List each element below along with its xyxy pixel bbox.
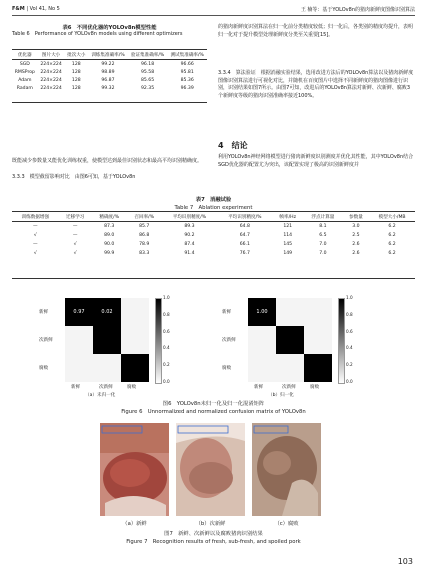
column-header: 批次大小 <box>64 51 88 60</box>
journal-header: F&M | Vol 41, No 5 <box>12 6 60 12</box>
column-header: 精确度/% <box>92 212 127 222</box>
column-header: 图片大小 <box>38 51 65 60</box>
cm-b-colorbar <box>338 298 345 384</box>
table6-row <box>12 76 207 84</box>
table-cell: 85.36 <box>180 77 194 83</box>
table-cell: 8.1 <box>319 224 327 229</box>
table-cell: 96.66 <box>180 61 194 67</box>
table7-row <box>12 249 415 258</box>
table7-row <box>12 240 415 249</box>
table6-rule-bottom <box>12 102 207 103</box>
table-cell: 66.1 <box>239 242 250 247</box>
cm-b-colorbar-tick: 0.2 <box>346 362 353 368</box>
table-cell: 2.6 <box>352 242 360 247</box>
table-cell: 87.3 <box>104 224 115 229</box>
cm-b-row-label: 新鲜 <box>222 310 232 315</box>
left-paragraph: 既能减少参数量又能优化训练权重，使模型达到最佳识别状态和最高平均识别精确度。 <box>12 158 203 164</box>
table-cell: √ <box>73 242 77 247</box>
table-cell: 89.3 <box>184 224 195 229</box>
table-cell: — <box>33 242 38 247</box>
table6-title-en: Table 6 Performance of YOLOv8n models using different optimizers <box>12 31 183 37</box>
figure7-caption-en: Figure 7 Recognition results of fresh, sub-fresh, and spoiled pork <box>126 539 301 545</box>
page-number: 103 <box>397 557 413 566</box>
cm-b-col-label: 次新鲜 <box>282 385 296 390</box>
cm-b-cell <box>304 298 332 326</box>
cm-a-row-label: 次新鲜 <box>39 338 53 343</box>
cm-a-cell <box>65 326 93 354</box>
table-cell: 76.7 <box>239 251 250 256</box>
table-cell: 6.2 <box>388 251 396 256</box>
table-cell: 224×224 <box>40 69 62 75</box>
table6-header-row <box>12 51 207 60</box>
table7-row <box>12 222 415 232</box>
table-cell: 90.0 <box>104 242 115 247</box>
cm-b-cell: 1.00 <box>248 298 276 326</box>
table-cell: 83.3 <box>139 251 150 256</box>
fig7-label-c: （c）腐败 <box>274 521 299 527</box>
table-cell: 96.87 <box>101 77 115 83</box>
column-header: 训练数据增强 <box>12 212 59 222</box>
table7-header-row <box>12 212 415 222</box>
table-cell: 99.22 <box>101 61 115 67</box>
table-cell: — <box>33 224 38 229</box>
table6 <box>12 51 207 92</box>
table-cell: Adam <box>18 77 32 83</box>
cm-a-cell <box>93 326 121 354</box>
left-paragraph-2: 3.3.3 模型截留影响对比 由图6可知，基于YOLOv8n <box>12 174 136 180</box>
table7-row <box>12 231 415 240</box>
column-header: 召回率/% <box>127 212 162 222</box>
table6-title-cn: 表6 不同优化器的YOLOv8n模型性能 <box>62 25 157 31</box>
cm-a-cell <box>65 354 93 382</box>
table-cell: 128 <box>71 85 81 91</box>
column-header: 优化器 <box>12 51 38 60</box>
cm-a-colorbar-tick: 1.0 <box>163 295 170 300</box>
table-cell: 149 <box>283 251 293 256</box>
table-cell: 78.9 <box>139 242 150 247</box>
cm-a-cell: 0.02 <box>93 298 121 326</box>
table-cell: 224×224 <box>40 85 62 91</box>
cm-b-cell <box>276 354 304 382</box>
cm-a-colorbar-tick: 0.0 <box>163 379 170 384</box>
cm-b-colorbar-tick: 1.0 <box>346 295 353 300</box>
cm-a-row-label: 新鲜 <box>39 310 49 315</box>
table-cell: 96.18 <box>140 61 155 67</box>
column-header: 验证集准确率/% <box>128 51 168 60</box>
cm-b-colorbar-tick: 0.4 <box>346 345 353 351</box>
table-cell: 85.65 <box>140 77 155 83</box>
table-cell: 92.35 <box>140 85 155 91</box>
table-cell: √ <box>33 233 37 238</box>
running-title: 王 楠等：基于YOLOv8n的猪肉新鲜度图像识别算法 <box>300 7 415 13</box>
table-cell: 99.9 <box>104 251 115 256</box>
cm-a-colorbar-tick: 0.2 <box>163 362 170 368</box>
table-cell: RMSProp <box>14 69 35 75</box>
subfresh-pork-photo <box>176 423 245 516</box>
cm-b-cell <box>248 354 276 382</box>
figure7-caption-cn: 图7 新鲜、次新鲜以及腐败猪肉识别结果 <box>164 531 263 537</box>
table-cell: 128 <box>71 61 81 67</box>
table-cell: 95.81 <box>180 69 194 75</box>
table-cell: 224×224 <box>40 77 62 83</box>
spoiled-pork-photo <box>252 423 321 516</box>
table-cell: 145 <box>283 242 293 247</box>
cm-a-colorbar-tick: 0.8 <box>163 311 170 317</box>
table-cell: 89.0 <box>104 233 115 238</box>
table-cell: 64.7 <box>239 233 250 238</box>
cm-b-cell <box>276 298 304 326</box>
table-cell: 224×224 <box>40 61 62 67</box>
column-header: 浮点计算量 <box>303 212 343 222</box>
table6-row <box>12 60 207 69</box>
cm-b-row-label: 腐败 <box>222 366 232 371</box>
cm-b-row-label: 次新鲜 <box>222 338 236 343</box>
table-cell: 96.39 <box>180 85 194 91</box>
column-header: 平均识别精度/% <box>162 212 217 222</box>
table-cell: 95.58 <box>140 69 155 75</box>
right-paragraph-2: 3.3.4 算法验证 根据消融实验结果，选用改进方法后的YOLOv8n算法以及猪肉新鲜度图像识别算法进行可视化对比，并随机在百度图片中选择不同新鲜度的猪肉图像进行识别，识别结果如图7所示。由图7可知，改进后的YOLOv8n算法对新鲜、次新鲜、腐败3个新鲜度等级的猪肉识别准确率接近100%。 <box>218 70 414 99</box>
cm-b-cell <box>304 326 332 354</box>
table-cell: 128 <box>71 69 81 75</box>
cm-b-cell <box>248 326 276 354</box>
table-cell: 3.0 <box>352 224 360 229</box>
cm-a-subcaption: （a）未归一化 <box>85 393 116 398</box>
cm-a-cell <box>121 326 149 354</box>
table-cell: 6.2 <box>388 224 396 229</box>
figure6-caption-en: Figure 6 Unnormalized and normalized confusion matrix of YOLOv8n <box>121 409 306 415</box>
table-cell: 85.7 <box>139 224 150 229</box>
table-cell: 6.2 <box>388 242 396 247</box>
table6-rule-top <box>12 49 207 50</box>
cm-b-colorbar-tick: 0.8 <box>346 311 353 317</box>
table-cell: 6.5 <box>319 233 327 238</box>
cm-a-col-label: 新鲜 <box>71 385 81 390</box>
table-cell: SGD <box>19 61 30 67</box>
table-cell: 87.4 <box>184 242 195 247</box>
cm-a-cell <box>121 298 149 326</box>
table-cell: — <box>72 224 78 229</box>
column-header: 平均识别精度/% <box>217 212 272 222</box>
section-heading: 4 结论 <box>218 141 248 150</box>
figure6 <box>0 290 427 410</box>
cm-a-row-label: 腐败 <box>39 366 49 371</box>
table-cell: 6.2 <box>388 233 396 238</box>
table7 <box>12 212 415 258</box>
table-cell: 64.8 <box>239 224 250 229</box>
table-cell: 91.4 <box>184 251 195 256</box>
table-cell: 7.0 <box>319 242 327 247</box>
cm-b-colorbar-tick: 0.6 <box>346 328 353 334</box>
cm-b-colorbar-tick: 0.0 <box>346 379 353 384</box>
table7-rule-bottom <box>12 278 415 279</box>
cm-a-colorbar-tick: 0.4 <box>163 345 170 351</box>
column-header: 训练集准确率/% <box>88 51 128 60</box>
figure6-caption-cn: 图6 YOLOv8n未归一化及归一化混淆矩阵 <box>162 401 265 407</box>
table-cell: 2.6 <box>352 251 360 256</box>
header-rule <box>12 15 415 16</box>
cm-a-colorbar <box>155 298 162 384</box>
table-cell: 128 <box>71 77 81 83</box>
column-header: 测试集准确率/% <box>167 51 207 60</box>
right-paragraph-3: 利用YOLOv8n神经网络模型进行猪肉新鲜度识别测度并优化其性能，其中YOLOv8n结合SGD优化器的配置尤为突出，该配置实现了极高的识别新鲜度并 <box>218 154 414 168</box>
cm-a-col-label: 腐败 <box>127 385 137 390</box>
table6-row <box>12 68 207 76</box>
cm-b-subcaption: （b）归一化 <box>268 393 294 398</box>
table-cell: 121 <box>283 224 293 229</box>
right-paragraph-1: 的猪肉新鲜度识别算法在归一化前分类精度较低；归一化后，各类别的精度均提升，表明归一化对于提升模型处理新鲜度分类至关重要[15]。 <box>218 24 414 38</box>
cm-b-col-label: 新鲜 <box>254 385 264 390</box>
fig7-label-a: （a）新鲜 <box>122 521 147 527</box>
cm-a-cell: 0.97 <box>65 298 93 326</box>
table-cell: Radam <box>16 85 33 91</box>
table-cell: — <box>72 233 78 238</box>
table-cell: 86.8 <box>139 233 150 238</box>
column-header: 模型大小/MB <box>369 212 415 222</box>
table7-title-cn: 表7 消融试验 <box>195 197 232 203</box>
table-cell: √ <box>33 251 37 256</box>
table7-title-en: Table 7 Ablation experiment <box>174 205 253 211</box>
cm-a-cell <box>93 354 121 382</box>
table-cell: √ <box>73 251 77 256</box>
cm-b-col-label: 腐败 <box>310 385 320 390</box>
cm-b-cell <box>276 326 304 354</box>
table-cell: 2.5 <box>352 233 360 238</box>
column-header: 参数量 <box>343 212 369 222</box>
table6-row <box>12 84 207 92</box>
column-header: 迁移学习 <box>59 212 92 222</box>
table-cell: 7.0 <box>319 251 327 256</box>
cm-a-colorbar-tick: 0.6 <box>163 328 170 334</box>
table-cell: 90.2 <box>184 233 195 238</box>
fresh-pork-photo <box>100 423 169 516</box>
table-cell: 98.89 <box>101 69 115 75</box>
column-header: 帧率/Hz <box>273 212 303 222</box>
fig7-label-b: （b）次新鲜 <box>195 521 226 527</box>
cm-a-col-label: 次新鲜 <box>99 385 113 390</box>
cm-b-cell <box>304 354 332 382</box>
table-cell: 99.32 <box>101 85 115 91</box>
cm-a-cell <box>121 354 149 382</box>
table-cell: 114 <box>283 233 293 238</box>
